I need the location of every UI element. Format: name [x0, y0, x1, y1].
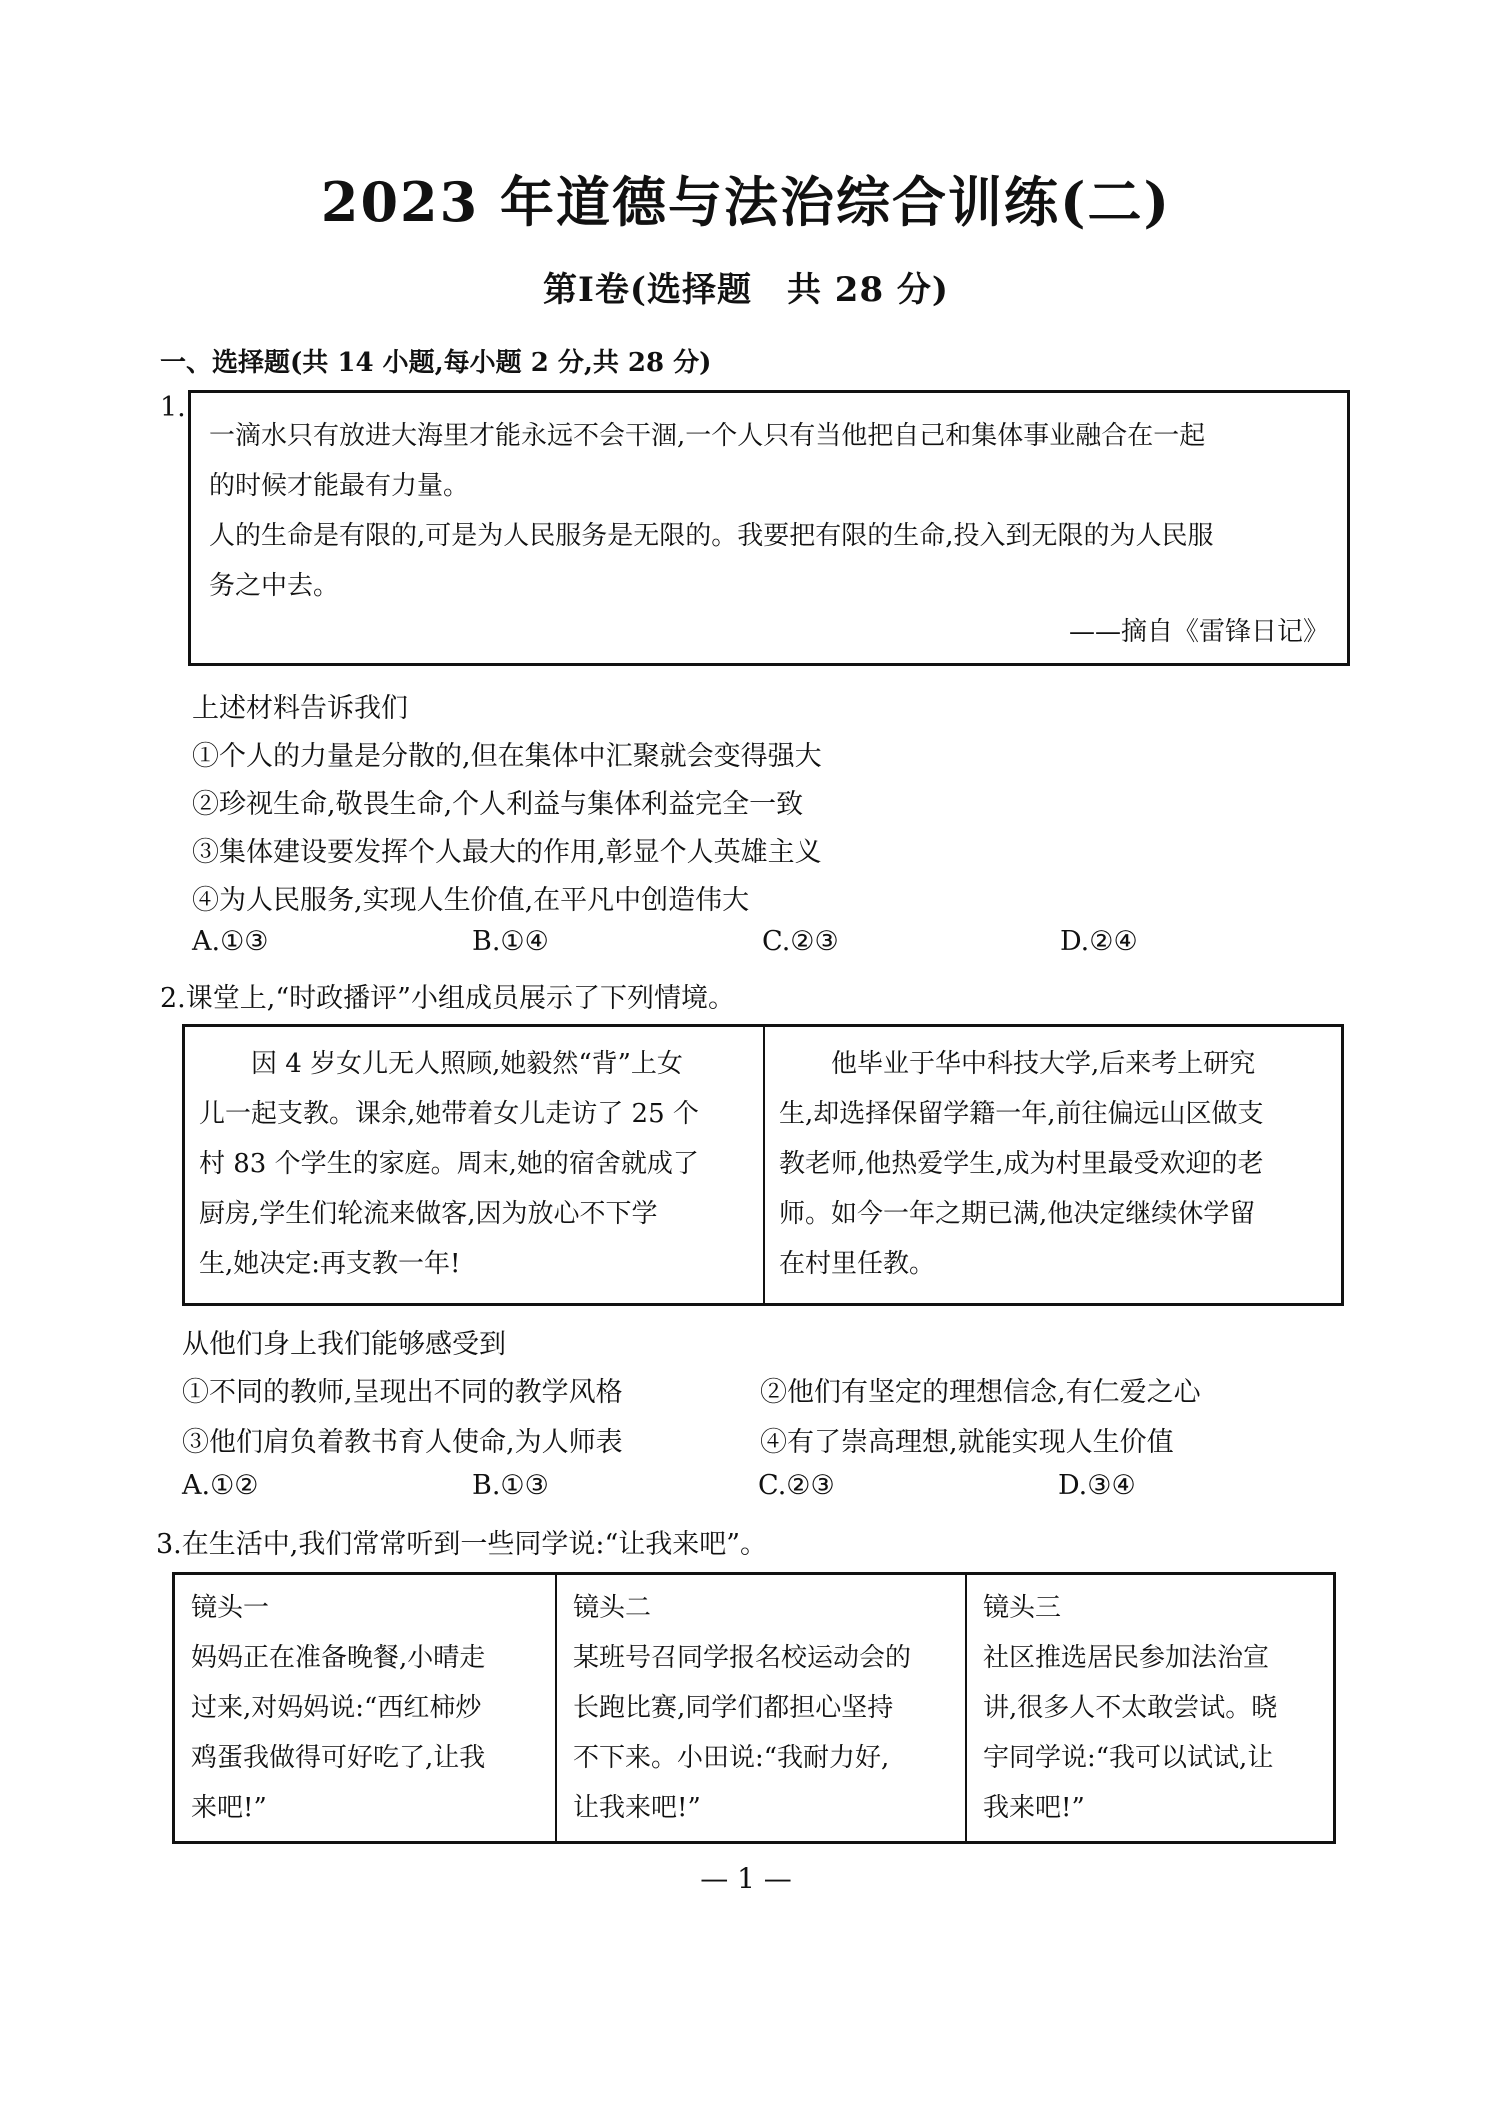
question-2-statement: ①不同的教师,呈现出不同的教学风格: [182, 1377, 623, 1408]
question-2-scenario-box: [182, 1024, 1344, 1306]
question-2-option-d[interactable]: D.③④: [1058, 1470, 1136, 1501]
scenario-line: 生,她决定:再支教一年!: [199, 1249, 461, 1279]
question-2-option-a[interactable]: A.①②: [182, 1470, 259, 1501]
quote-attribution: ——摘自《雷锋日记》: [1068, 617, 1329, 647]
material-line: 务之中去。: [209, 571, 340, 601]
question-1-stem: 上述材料告诉我们: [192, 693, 408, 724]
shot-title: 镜头一: [191, 1593, 270, 1623]
question-1-material-box: [188, 390, 1350, 666]
shot-line: 讲,很多人不太敢尝试。晓: [983, 1693, 1278, 1723]
scenario-right: [765, 1027, 1341, 1303]
shot-line: 宇同学说:“我可以试试,让: [983, 1743, 1274, 1773]
question-3-shots-box: [172, 1572, 1336, 1844]
shot-1: [175, 1575, 555, 1841]
paper-subtitle: 第Ⅰ卷(选择题 共 28 分): [542, 270, 950, 310]
scenario-line: 生,却选择保留学籍一年,前往偏远山区做支: [779, 1099, 1264, 1129]
scenario-line: 在村里任教。: [779, 1249, 936, 1279]
question-1-number: 1.: [160, 392, 186, 423]
scenario-line: 厨房,学生们轮流来做客,因为放心不下学: [199, 1199, 658, 1229]
question-2-statement: ③他们肩负着教书育人使命,为人师表: [182, 1427, 623, 1458]
shot-line: 长跑比赛,同学们都担心坚持: [573, 1693, 894, 1723]
material-line: 一滴水只有放进大海里才能永远不会干涸,一个人只有当他把自己和集体事业融合在一起: [209, 421, 1206, 451]
shot-line: 让我来吧!”: [573, 1793, 701, 1823]
scenario-line: 师。如今一年之期已满,他决定继续休学留: [779, 1199, 1256, 1229]
question-3-stem: 3.在生活中,我们常常听到一些同学说:“让我来吧”。: [156, 1529, 768, 1560]
question-1-option-c[interactable]: C.②③: [762, 926, 839, 957]
question-1-option-b[interactable]: B.①④: [472, 926, 549, 957]
shot-line: 某班号召同学报名校运动会的: [573, 1643, 912, 1673]
shot-line: 鸡蛋我做得可好吃了,让我: [191, 1743, 486, 1773]
shot-line: 过来,对妈妈说:“西红柿炒: [191, 1693, 482, 1723]
question-2-option-c[interactable]: C.②③: [758, 1470, 835, 1501]
scenario-line: 他毕业于华中科技大学,后来考上研究: [779, 1049, 1256, 1079]
question-1-option-d[interactable]: D.②④: [1060, 926, 1138, 957]
question-1-option-a[interactable]: A.①③: [192, 926, 269, 957]
shot-line: 妈妈正在准备晚餐,小晴走: [191, 1643, 486, 1673]
shot-2: [557, 1575, 965, 1841]
shot-line: 社区推选居民参加法治宣: [983, 1643, 1270, 1673]
question-2-question: 从他们身上我们能够感受到: [182, 1329, 506, 1360]
shot-line: 我来吧!”: [983, 1793, 1085, 1823]
shot-line: 不下来。小田说:“我耐力好,: [573, 1743, 890, 1773]
section-heading: 一、选择题(共 14 小题,每小题 2 分,共 28 分): [160, 348, 712, 378]
page-number: — 1 —: [700, 1862, 792, 1895]
shot-3: [967, 1575, 1333, 1841]
question-2-stem: 2.课堂上,“时政播评”小组成员展示了下列情境。: [160, 983, 735, 1014]
question-1-statement: ②珍视生命,敬畏生命,个人利益与集体利益完全一致: [192, 789, 804, 820]
shot-line: 来吧!”: [191, 1793, 267, 1823]
shot-title: 镜头二: [573, 1593, 652, 1623]
material-line: 人的生命是有限的,可是为人民服务是无限的。我要把有限的生命,投入到无限的为人民服: [209, 521, 1214, 551]
scenario-line: 教老师,他热爱学生,成为村里最受欢迎的老: [779, 1149, 1264, 1179]
scenario-left: [185, 1027, 763, 1303]
question-2-option-b[interactable]: B.①③: [472, 1470, 549, 1501]
shot-title: 镜头三: [983, 1593, 1062, 1623]
scenario-line: 儿一起支教。课余,她带着女儿走访了 25 个: [199, 1099, 699, 1129]
question-1-statement: ④为人民服务,实现人生价值,在平凡中创造伟大: [192, 885, 750, 916]
question-1-statement: ①个人的力量是分散的,但在集体中汇聚就会变得强大: [192, 741, 822, 772]
question-1-statement: ③集体建设要发挥个人最大的作用,彰显个人英雄主义: [192, 837, 822, 868]
material-line: 的时候才能最有力量。: [209, 471, 470, 501]
exam-title: 2023 年道德与法治综合训练(二): [320, 170, 1172, 234]
scenario-line: 村 83 个学生的家庭。周末,她的宿舍就成了: [199, 1149, 699, 1179]
scenario-line: 因 4 岁女儿无人照顾,她毅然“背”上女: [199, 1049, 683, 1079]
question-2-statement: ②他们有坚定的理想信念,有仁爱之心: [760, 1377, 1201, 1408]
question-2-statement: ④有了崇高理想,就能实现人生价值: [760, 1427, 1174, 1458]
